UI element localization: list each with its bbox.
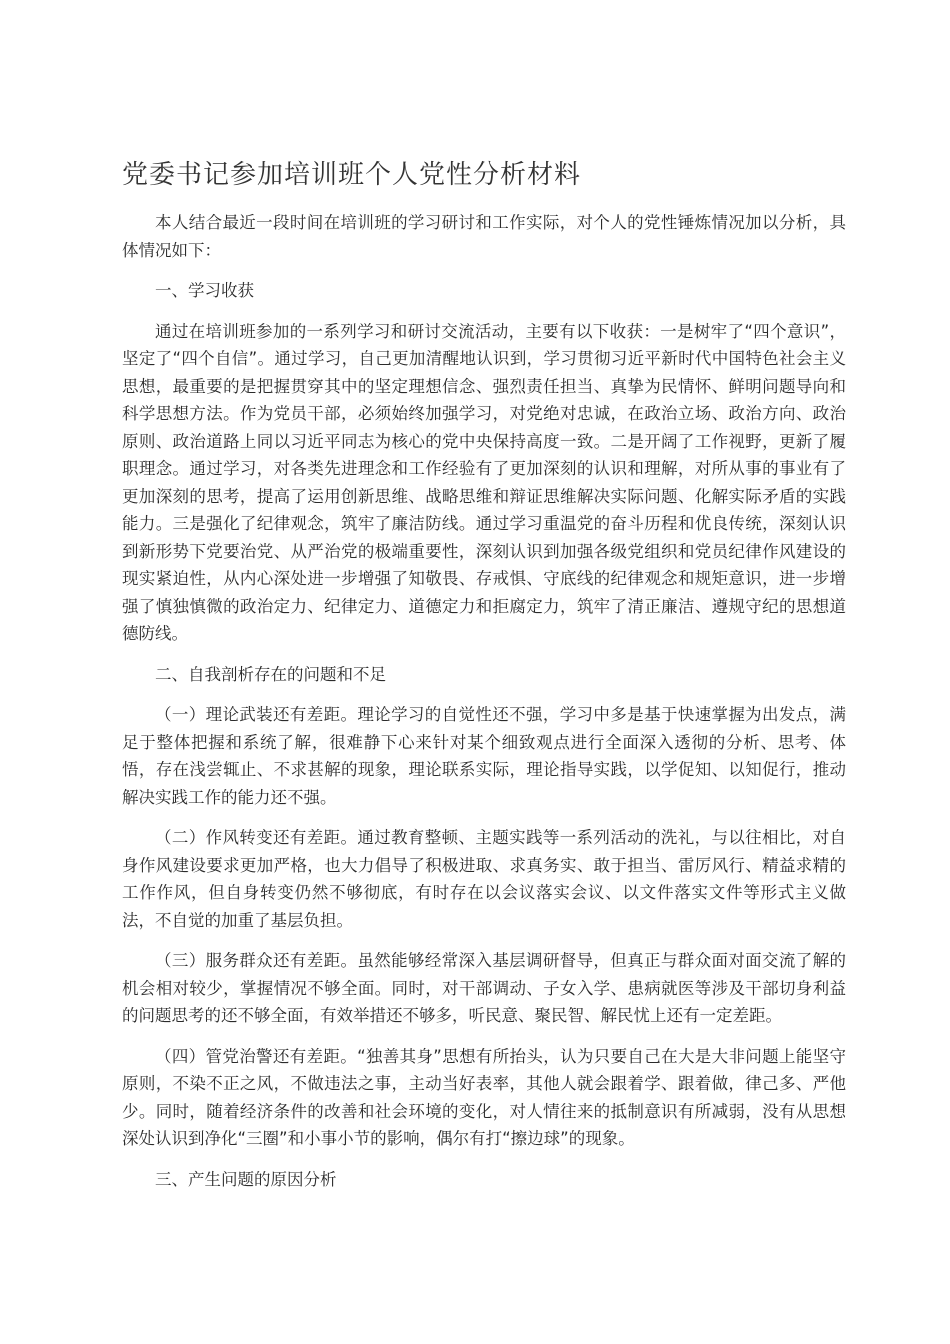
section-heading-2: 二、自我剖析存在的问题和不足 bbox=[155, 664, 386, 684]
intro-paragraph: 本人结合最近一段时间在培训班的学习研讨和工作实际，对个人的党性锤炼情况加以分析，具体情况如下： bbox=[122, 213, 846, 260]
problem-item-2: （二）作风转变还有差距。通过教育整顿、主题实践等一系列活动的洗礼，与以往相比，对自身作风建设要求更加严格，也大力倡导了积极进取、求真务实、敢于担当、雷厉风行、精益求精的工作作风，但自身转变仍然不够彻底，有时存在以会议落实会议、以文件落实文件等形式主义做法，不自觉的加重了基层负担。 bbox=[122, 828, 846, 930]
section-heading-3: 三、产生问题的原因分析 bbox=[155, 1169, 337, 1189]
page-title: 党委书记参加培训班个人党性分析材料 bbox=[122, 160, 582, 190]
problem-item-4: （四）管党治警还有差距。“独善其身”思想有所抬头，认为只要自己在大是大非问题上能坚守原则，不染不正之风，不做违法之事，主动当好表率，其他人就会跟着学、跟着做，律己多、严他少。同时，随着经济条件的改善和社会环境的变化，对人情往来的抵制意识有所减弱，没有从思想深处认识到净化“三圈”和小事小节的影响，偶尔有打“擦边球”的现象。 bbox=[122, 1046, 846, 1148]
problem-item-3: （三）服务群众还有差距。虽然能够经常深入基层调研督导，但真正与群众面对面交流了解的机会相对较少，掌握情况不够全面。同时，对干部调动、子女入学、患病就医等涉及干部切身利益的问题思考的还不够全面，有效举措还不够多，听民意、聚民智、解民忧上还有一定差距。 bbox=[122, 951, 846, 1025]
section-heading-1: 一、学习收获 bbox=[155, 281, 254, 300]
problem-item-1: （一）理论武装还有差距。理论学习的自觉性还不强，学习中多是基于快速掌握为出发点，满足于整体把握和系统了解，很难静下心来针对某个细致观点进行全面深入透彻的分析、思考、体悟，存在浅尝辄止、不求甚解的现象，理论联系实际，理论指导实践，以学促知、以知促行，推动解决实践工作的能力还不强。 bbox=[122, 705, 846, 807]
document-page bbox=[122, 155, 846, 1206]
section-1-body: 通过在培训班参加的一系列学习和研讨交流活动，主要有以下收获：一是树牢了“四个意识”，坚定了“四个自信”。通过学习，自己更加清醒地认识到，学习贯彻习近平新时代中国特色社会主义思想，最重要的是把握贯穿其中的坚定理想信念、强烈责任担当、真挚为民情怀、鲜明问题导向和科学思想方法。作为党员干部，必须始终加强学习，对党绝对忠诚，在政治立场、政治方向、政治原则、政治道路上同以习近平同志为核心的党中央保持高度一致。二是开阔了工作视野，更新了履职理念。通过学习，对各类先进理念和工作经验有了更加深刻的认识和理解，对所从事的事业有了更加深刻的思考，提高了运用创新思维、战略思维和辩证思维解决实际问题、化解实际矛盾的实践能力。三是强化了纪律观念，筑牢了廉洁防线。通过学习重温党的奋斗历程和优良传统，深刻认识到新形势下党要治党、从严治党的极端重要性，深刻认识到加强各级党组织和党员纪律作风建设的现实紧迫性，从内心深处进一步增强了知敬畏、存戒惧、守底线的纪律观念和规矩意识，进一步增强了慎独慎微的政治定力、纪律定力、道德定力和拒腐定力，筑牢了清正廉洁、遵规守纪的思想道德防线。 bbox=[122, 321, 846, 643]
